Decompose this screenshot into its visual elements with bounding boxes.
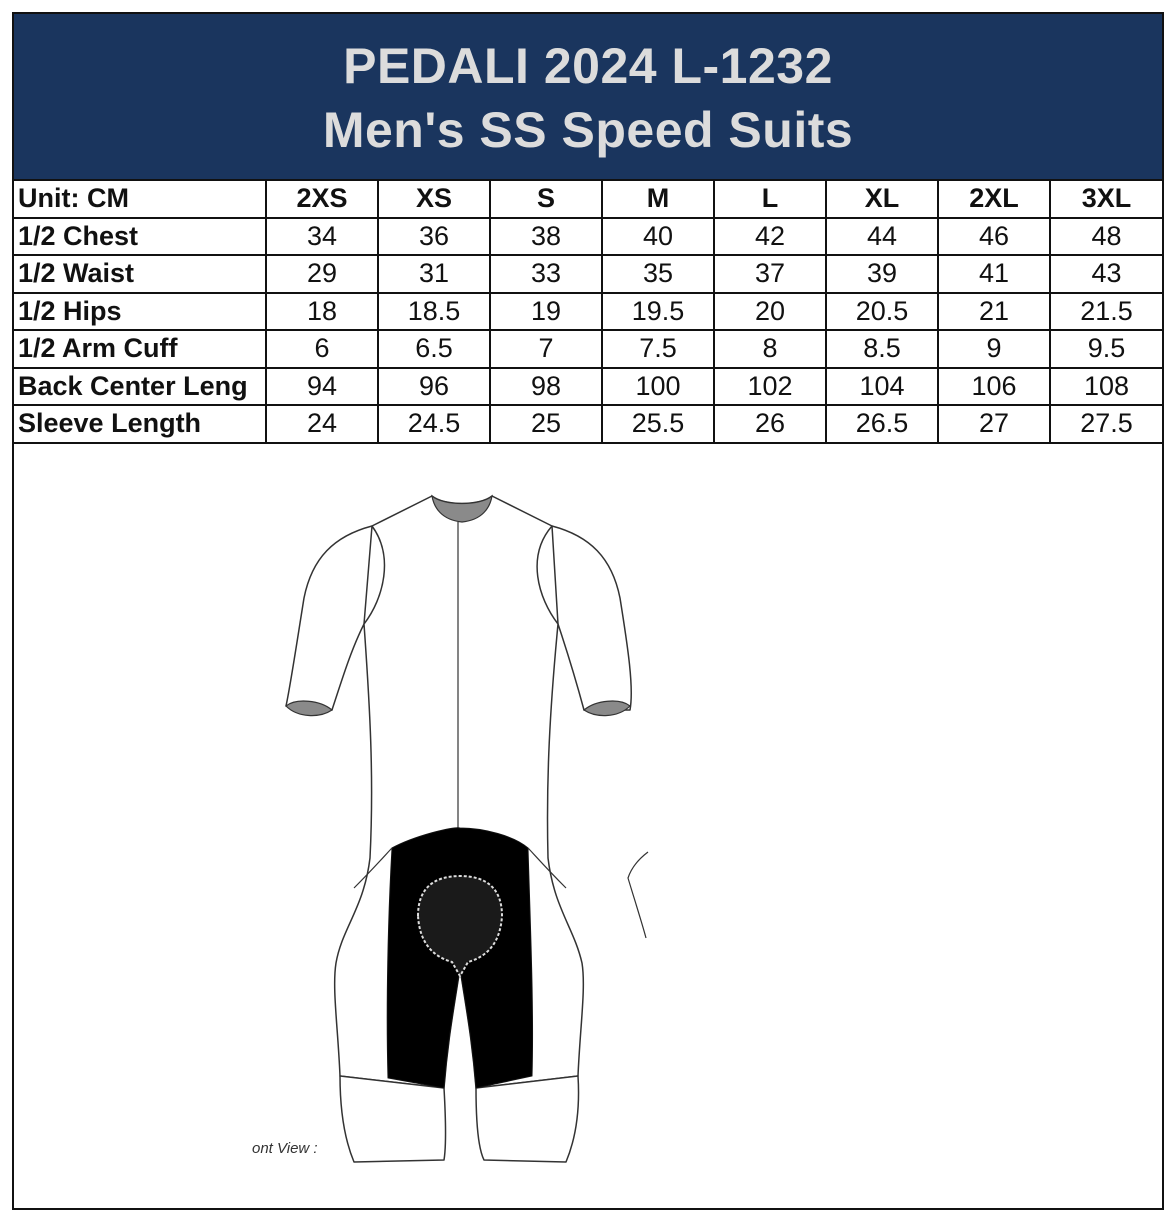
table-cell: 39 [826,255,938,293]
table-cell: 27 [938,405,1050,443]
garment-illustration [14,448,1162,1208]
table-cell: 6.5 [378,330,490,368]
right-leg-cuff [476,1076,579,1162]
left-sleeve [286,526,372,710]
torso [335,496,584,1088]
table-cell: 27.5 [1050,405,1162,443]
size-header: M [602,181,714,218]
measurement-label: Back Center Leng [14,368,266,406]
table-cell: 24.5 [378,405,490,443]
table-cell: 98 [490,368,602,406]
table-cell: 6 [266,330,378,368]
table-cell: 31 [378,255,490,293]
table-row [14,218,1162,256]
table-cell: 96 [378,368,490,406]
table-cell: 26.5 [826,405,938,443]
table-cell: 34 [266,218,378,256]
table-cell: 43 [1050,255,1162,293]
table-cell: 21 [938,293,1050,331]
measurement-label: 1/2 Hips [14,293,266,331]
table-cell: 26 [714,405,826,443]
table-cell: 25.5 [602,405,714,443]
table-row [14,293,1162,331]
table-header-row [14,181,1162,218]
size-header: S [490,181,602,218]
table-cell: 18.5 [378,293,490,331]
table-cell: 24 [266,405,378,443]
table-cell: 20.5 [826,293,938,331]
size-table [14,181,1162,444]
table-cell: 104 [826,368,938,406]
view-caption: ont View : [252,1140,318,1157]
table-cell: 7.5 [602,330,714,368]
table-row [14,368,1162,406]
table-cell: 40 [602,218,714,256]
table-cell: 7 [490,330,602,368]
size-header: 2XL [938,181,1050,218]
table-cell: 38 [490,218,602,256]
table-cell: 8 [714,330,826,368]
size-chart [12,12,1164,1210]
table-cell: 102 [714,368,826,406]
table-cell: 18 [266,293,378,331]
table-cell: 44 [826,218,938,256]
size-header: L [714,181,826,218]
table-row [14,330,1162,368]
left-leg-cuff [340,1076,446,1162]
table-cell: 25 [490,405,602,443]
table-cell: 46 [938,218,1050,256]
table-row [14,405,1162,443]
size-header: XS [378,181,490,218]
table-cell: 9.5 [1050,330,1162,368]
speed-suit-drawing [14,448,1162,1208]
table-cell: 108 [1050,368,1162,406]
size-header: XL [826,181,938,218]
product-title: PEDALI 2024 L-1232 [343,38,833,94]
measurement-label: 1/2 Chest [14,218,266,256]
unit-label: Unit: CM [14,181,266,218]
size-header: 2XS [266,181,378,218]
table-cell: 36 [378,218,490,256]
table-row [14,255,1162,293]
back-view-fragment [628,852,648,938]
right-sleeve [552,526,631,710]
table-cell: 20 [714,293,826,331]
table-cell: 8.5 [826,330,938,368]
table-cell: 42 [714,218,826,256]
measurement-label: Sleeve Length [14,405,266,443]
table-cell: 29 [266,255,378,293]
table-cell: 106 [938,368,1050,406]
table-cell: 35 [602,255,714,293]
chart-header [14,14,1162,181]
table-cell: 41 [938,255,1050,293]
table-cell: 21.5 [1050,293,1162,331]
table-cell: 19 [490,293,602,331]
table-cell: 48 [1050,218,1162,256]
table-cell: 33 [490,255,602,293]
table-cell: 94 [266,368,378,406]
table-cell: 9 [938,330,1050,368]
product-subtitle: Men's SS Speed Suits [322,102,854,158]
table-cell: 19.5 [602,293,714,331]
table-cell: 100 [602,368,714,406]
measurement-label: 1/2 Waist [14,255,266,293]
size-header: 3XL [1050,181,1162,218]
table-cell: 37 [714,255,826,293]
measurement-label: 1/2 Arm Cuff [14,330,266,368]
